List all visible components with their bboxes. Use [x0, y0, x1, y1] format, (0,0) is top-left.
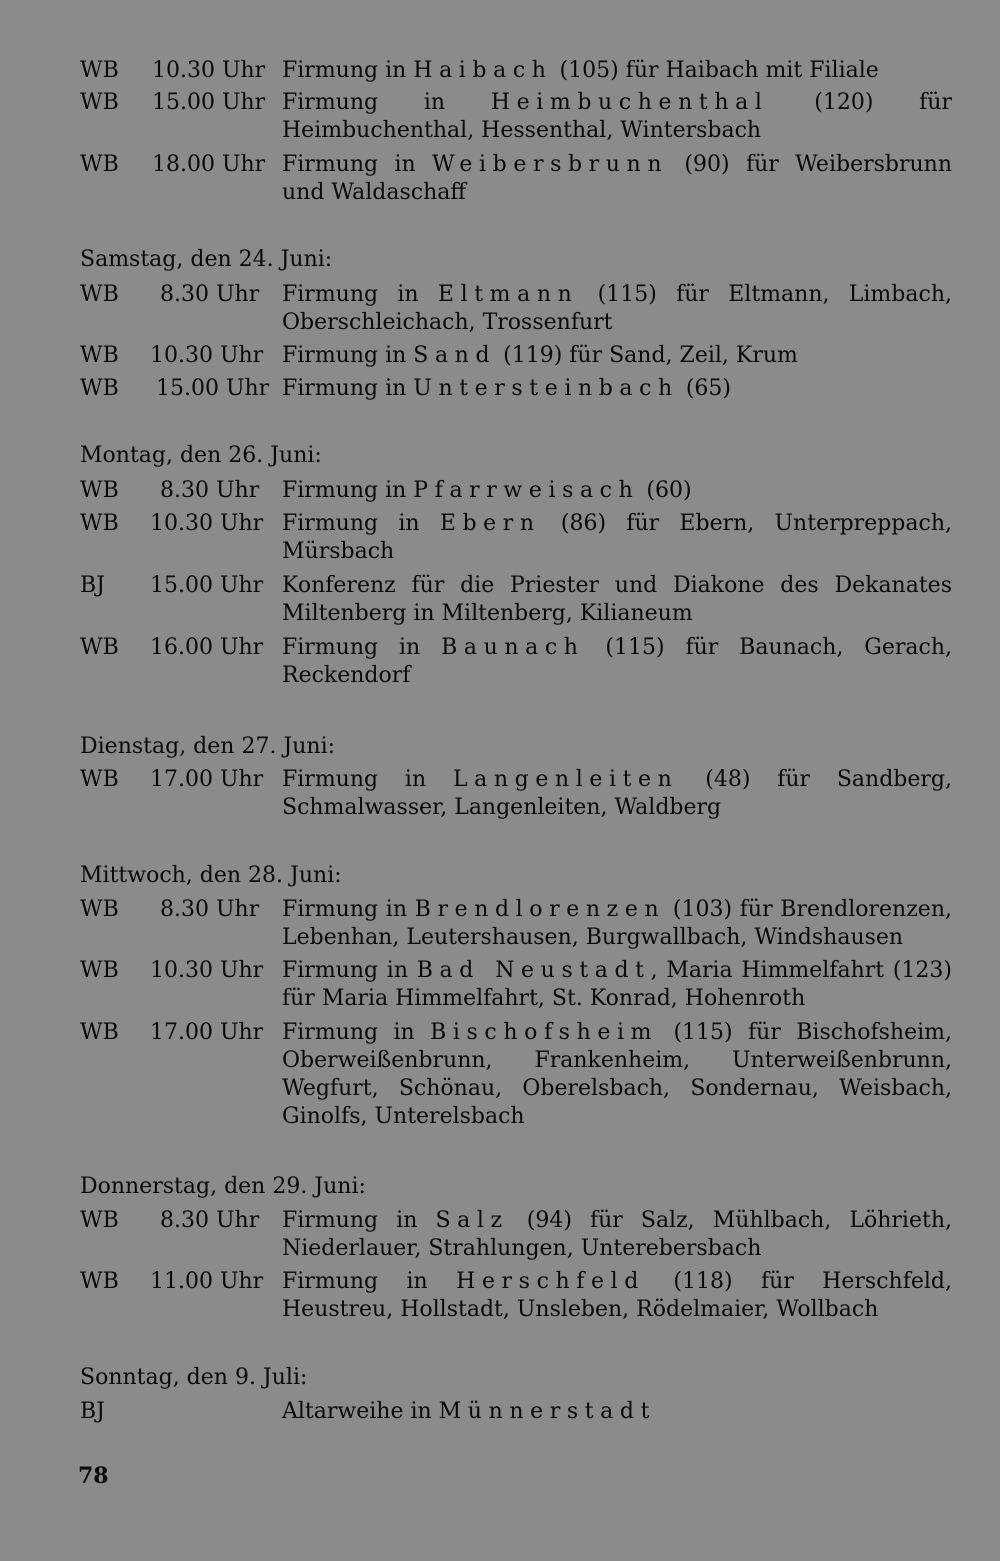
entry-time: 8.30 Uhr	[160, 282, 260, 307]
place-name: Baunach	[441, 635, 585, 660]
place-name: Brendlorenzen	[414, 897, 666, 922]
day-heading: Dienstag, den 27. Juni:	[80, 734, 336, 759]
entry-person: WB	[80, 1020, 119, 1045]
place-name: Herschfeld	[456, 1269, 645, 1294]
place-name: Münnerstadt	[438, 1399, 657, 1424]
entry-time: 11.00 Uhr	[150, 1269, 264, 1294]
entry-time: 18.00 Uhr	[152, 152, 266, 177]
day-heading: Montag, den 26. Juni:	[80, 443, 322, 468]
entry-person: WB	[80, 635, 119, 660]
entry-text: Firmung in Untersteinbach (65)	[282, 376, 731, 401]
entry-person: WB	[80, 1208, 119, 1233]
entry-time: 16.00 Uhr	[150, 635, 264, 660]
entry-person: WB	[80, 376, 119, 401]
entry-time: 15.00 Uhr	[150, 573, 264, 598]
place-name: Eltmann	[437, 282, 579, 307]
entry-person: WB	[80, 152, 119, 177]
place-name: Haibach	[413, 58, 553, 83]
entry-person: WB	[80, 58, 119, 83]
entry-text: Konferenz für die Priester und Diakone des Dekanates Miltenberg in Miltenberg, Kilianeum	[282, 573, 952, 626]
entry-person: WB	[80, 1269, 119, 1294]
entry-time: 10.30 Uhr	[150, 511, 264, 536]
entry-time: 8.30 Uhr	[160, 478, 260, 503]
place-name: Langenleiten	[452, 767, 679, 792]
entry-time: 17.00 Uhr	[150, 1020, 264, 1045]
entry-text: Firmung in Sand (119) für Sand, Zeil, Krum	[282, 343, 798, 368]
entry-person: WB	[80, 897, 119, 922]
entry-person: WB	[80, 282, 119, 307]
place-name: Sand	[413, 343, 497, 368]
page-number: 78	[78, 1463, 109, 1489]
entry-text: Firmung in Heimbuchenthal (120) für Heimbuchenthal, Hessenthal, Wintersbach	[282, 90, 952, 143]
entry-text: Firmung in Langenleiten (48) für Sandberg, Schmalwasser, Langenleiten, Waldberg	[282, 767, 952, 820]
entry-text: Firmung in Bischofsheim (115) für Bischofsheim, Oberweißenbrunn, Frankenheim, Unterweißenbrunn, Wegfurt, Schönau, Oberelsbach, Sondernau, Weisbach, Ginolfs, Unterelsbach	[282, 1020, 952, 1129]
entry-time: 15.00 Uhr	[156, 376, 270, 401]
entry-text: Firmung in Bad Neustadt, Maria Himmelfahrt (123) für Maria Himmelfahrt, St. Konrad, Hohenroth	[282, 958, 952, 1011]
entry-person: WB	[80, 343, 119, 368]
entry-time: 8.30 Uhr	[160, 1208, 260, 1233]
place-name: Heimbuchenthal	[490, 90, 769, 115]
entry-time: 17.00 Uhr	[150, 767, 264, 792]
place-name: Ebern	[439, 511, 541, 536]
entry-text: Firmung in Weibersbrunn (90) für Weibersbrunn und Waldaschaff	[282, 152, 953, 205]
entry-person: BJ	[80, 573, 105, 598]
day-heading: Mittwoch, den 28. Juni:	[80, 863, 342, 888]
entry-time: 10.30 Uhr	[150, 958, 264, 983]
entry-time: 10.30 Uhr	[150, 343, 264, 368]
place-name: Bischofsheim	[430, 1020, 659, 1045]
entry-person: WB	[80, 511, 119, 536]
entry-time: 15.00 Uhr	[152, 90, 266, 115]
entry-text: Firmung in Brendlorenzen (103) für Brendlorenzen, Lebenhan, Leutershausen, Burgwallbach, Windshausen	[282, 897, 952, 950]
entry-person: WB	[80, 90, 119, 115]
entry-text: Firmung in Ebern (86) für Ebern, Unterpreppach, Mürsbach	[282, 511, 952, 564]
entry-time: 8.30 Uhr	[160, 897, 260, 922]
place-name: Untersteinbach	[413, 376, 679, 401]
day-heading: Donnerstag, den 29. Juni:	[80, 1174, 366, 1199]
entry-time: 10.30 Uhr	[152, 58, 266, 83]
entry-text: Firmung in Pfarrweisach (60)	[282, 478, 692, 503]
place-name: Bad Neustadt	[416, 958, 651, 983]
place-name: Weibersbrunn	[432, 152, 669, 177]
entry-person: WB	[80, 767, 119, 792]
entry-text: Firmung in Haibach (105) für Haibach mit Filiale	[282, 58, 879, 83]
entry-text: Firmung in Eltmann (115) für Eltmann, Limbach, Oberschleichach, Trossenfurt	[282, 282, 952, 335]
entry-person: WB	[80, 478, 119, 503]
entry-text: Firmung in Salz (94) für Salz, Mühlbach, Löhrieth, Niederlauer, Strahlungen, Unterebersbach	[282, 1208, 952, 1261]
place-name: Salz	[435, 1208, 509, 1233]
entry-person: WB	[80, 958, 119, 983]
entry-person: BJ	[80, 1399, 105, 1424]
place-name: Pfarrweisach	[413, 478, 640, 503]
day-heading: Samstag, den 24. Juni:	[80, 247, 333, 272]
entry-text: Firmung in Herschfeld (118) für Herschfeld, Heustreu, Hollstadt, Unsleben, Rödelmaier, Wollbach	[282, 1269, 952, 1322]
entry-text: Firmung in Baunach (115) für Baunach, Gerach, Reckendorf	[282, 635, 953, 688]
entry-text: Altarweihe in Münnerstadt	[282, 1399, 657, 1424]
day-heading: Sonntag, den 9. Juli:	[80, 1365, 308, 1390]
